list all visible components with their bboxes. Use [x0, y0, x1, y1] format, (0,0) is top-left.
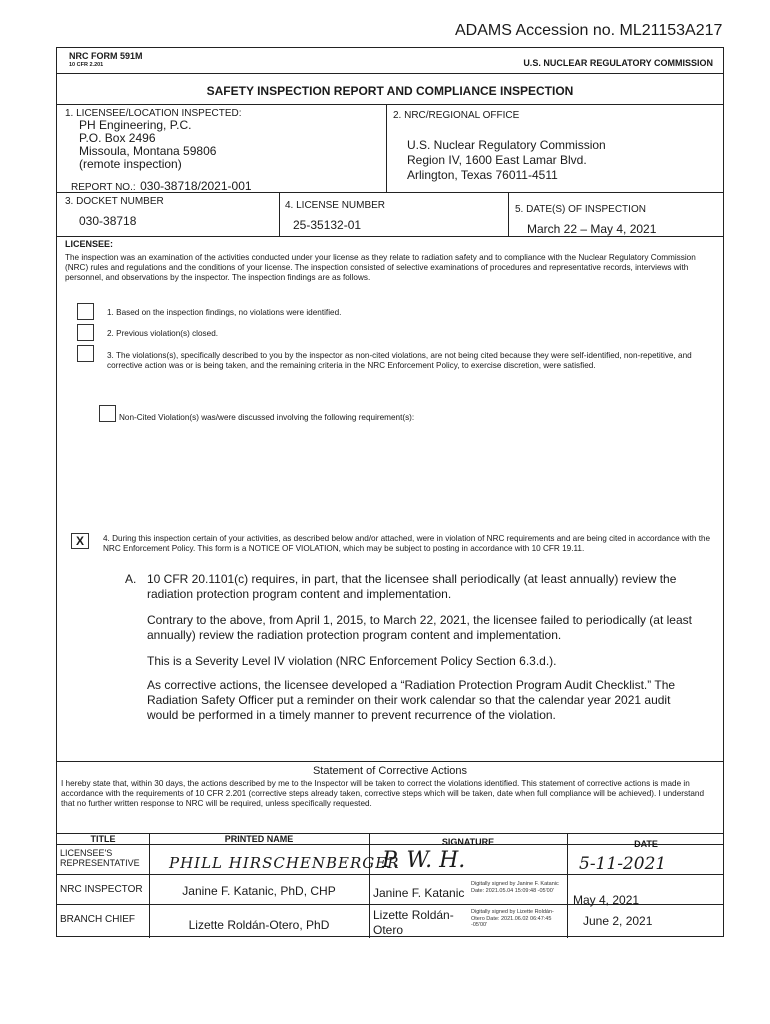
section2-label: 2. NRC/REGIONAL OFFICE — [393, 110, 520, 121]
form-title: SAFETY INSPECTION REPORT AND COMPLIANCE INSPECTION — [206, 84, 574, 98]
licensee-city: Missoula, Montana 59806 — [79, 144, 217, 158]
ncv-text: Non-Cited Violation(s) was/were discussed involving the following requirement(s): — [119, 413, 415, 422]
item3-checkbox[interactable] — [77, 345, 94, 362]
regional-office-address: U.S. Nuclear Regulatory Commission Region IV, 1600 East Lamar Blvd. Arlington, Texas 76011-4511 — [407, 138, 606, 182]
row1-date: 5-11-2021 — [579, 854, 667, 874]
licensee-po-box: P.O. Box 2496 — [79, 131, 156, 145]
row2-digital-signature: Digitally signed by Janine F. Katanic Date: 2021.05.04 15:09:48 -05'00' — [471, 881, 559, 894]
violation-contrary: Contrary to the above, from April 1, 2015, to March 22, 2021, the licensee failed to periodically (at least annually) review the radiation protection program content and implementation. — [147, 613, 692, 642]
header-title: TITLE — [90, 834, 116, 844]
row3-digital-signature: Digitally signed by Lizette Roldán-Otero Date: 2021.06.02 06:47:45 -05'00' — [471, 909, 554, 928]
row2-printed-name: Janine F. Katanic, PhD, CHP — [182, 884, 336, 898]
licensee-name: PH Engineering, P.C. — [79, 118, 192, 132]
statement-text: I hereby state that, within 30 days, the actions described by me to the Inspector will be taken to correct the violations identified. This statement of corrective actions is made in accordance with the requirements of 10 CFR 2.201 (corrective steps already taken, corrective steps which will be taken, date when full compliance will be achieved). I understand that no further written response to NRC will be required, unless specifically requested. — [61, 779, 705, 808]
row1-title: LICENSEE'S REPRESENTATIVE — [60, 848, 140, 868]
violation-corrective: As corrective actions, the licensee developed a “Radiation Protection Program Audit Checklist.” The Radiation Safety Officer put a reminder on their work calendar so that the calendar year 2021 audit would be performed in a timely manner to prevent recurrence of the violation. — [147, 678, 676, 722]
item3-text: 3. The violations(s), specifically described to you by the inspector as non-cited violations, are not being cited because they were self-identified, non-repetitive, and corrective action was or is being taken, and the remaining criteria in the NRC Enforcement Policy, to exercise discretion, were satisfied. — [107, 351, 692, 370]
header-printed-name: PRINTED NAME — [224, 834, 294, 844]
row2-date: May 4, 2021 — [573, 893, 640, 907]
row3-printed-name: Lizette Roldán-Otero, PhD — [188, 918, 330, 932]
row1-printed-name: PHILL HIRSCHENBERGER — [169, 854, 400, 872]
docket-number: 030-38718 — [79, 214, 137, 228]
header-signature: SIGNATURE — [441, 837, 495, 847]
violation-letter: A. — [125, 572, 137, 586]
section3-label: 3. DOCKET NUMBER — [65, 196, 164, 207]
section5-label: 5. DATE(S) OF INSPECTION — [515, 204, 646, 215]
licensee-label: LICENSEE: — [65, 239, 114, 249]
accession-number: ADAMS Accession no. ML21153A217 — [455, 22, 723, 39]
section1-label: 1. LICENSEE/LOCATION INSPECTED: — [65, 108, 242, 119]
report-number: REPORT NO.: 030-38718/2021-001 — [71, 179, 252, 193]
ncv-checkbox[interactable] — [99, 405, 116, 422]
violation-severity: This is a Severity Level IV violation (NRC Enforcement Policy Section 6.3.d.). — [147, 654, 557, 668]
licensee-address — [79, 119, 216, 171]
inspection-intro: The inspection was an examination of the activities conducted under your license as they relate to radiation safety and to compliance with the Nuclear Regulatory Commission (NRC) rules and regulations and the conditions of your license. The inspection consisted of selective examinations of procedures and representative records, interviews with personnel, and observations by the inspector. The inspection findings are as follows. — [65, 253, 696, 282]
license-number: 25-35132-01 — [293, 218, 362, 232]
violation-requirement: 10 CFR 20.1101(c) requires, in part, that the licensee shall periodically (at least annually) review the radiation protection program content and implementation. — [147, 572, 677, 601]
form-cfr: 10 CFR 2.201 — [69, 62, 104, 68]
item4-text: 4. During this inspection certain of your activities, as described below and/or attached, were in violation of NRC requirements and are being cited in accordance with the NRC Enforcement Policy. This form is a NOTICE OF VIOLATION, which may be subject to posting in accordance with 10 CFR 19.11. — [103, 534, 711, 553]
item2-text: 2. Previous violation(s) closed. — [107, 329, 219, 338]
row3-title: BRANCH CHIEF — [60, 914, 136, 925]
row1-signature: P. W. H. — [382, 848, 466, 873]
header-date: DATE — [634, 839, 658, 849]
form-number: NRC FORM 591M — [69, 51, 143, 61]
statement-title: Statement of Corrective Actions — [312, 765, 468, 777]
row3-signature: Lizette Roldán-Otero — [373, 908, 454, 937]
section4-label: 4. LICENSE NUMBER — [285, 200, 386, 211]
agency-name: U.S. NUCLEAR REGULATORY COMMISSION — [523, 58, 713, 68]
row2-title: NRC INSPECTOR — [60, 884, 143, 895]
row3-date: June 2, 2021 — [583, 914, 653, 928]
row2-signature: Janine F. Katanic — [373, 886, 465, 900]
licensee-remote-note: (remote inspection) — [79, 157, 182, 171]
item1-checkbox[interactable] — [77, 303, 94, 320]
item4-checkbox[interactable]: X — [71, 533, 89, 549]
inspection-dates: March 22 – May 4, 2021 — [527, 222, 657, 236]
item1-text: 1. Based on the inspection findings, no violations were identified. — [107, 308, 342, 317]
nrc-form — [56, 47, 724, 937]
item2-checkbox[interactable] — [77, 324, 94, 341]
